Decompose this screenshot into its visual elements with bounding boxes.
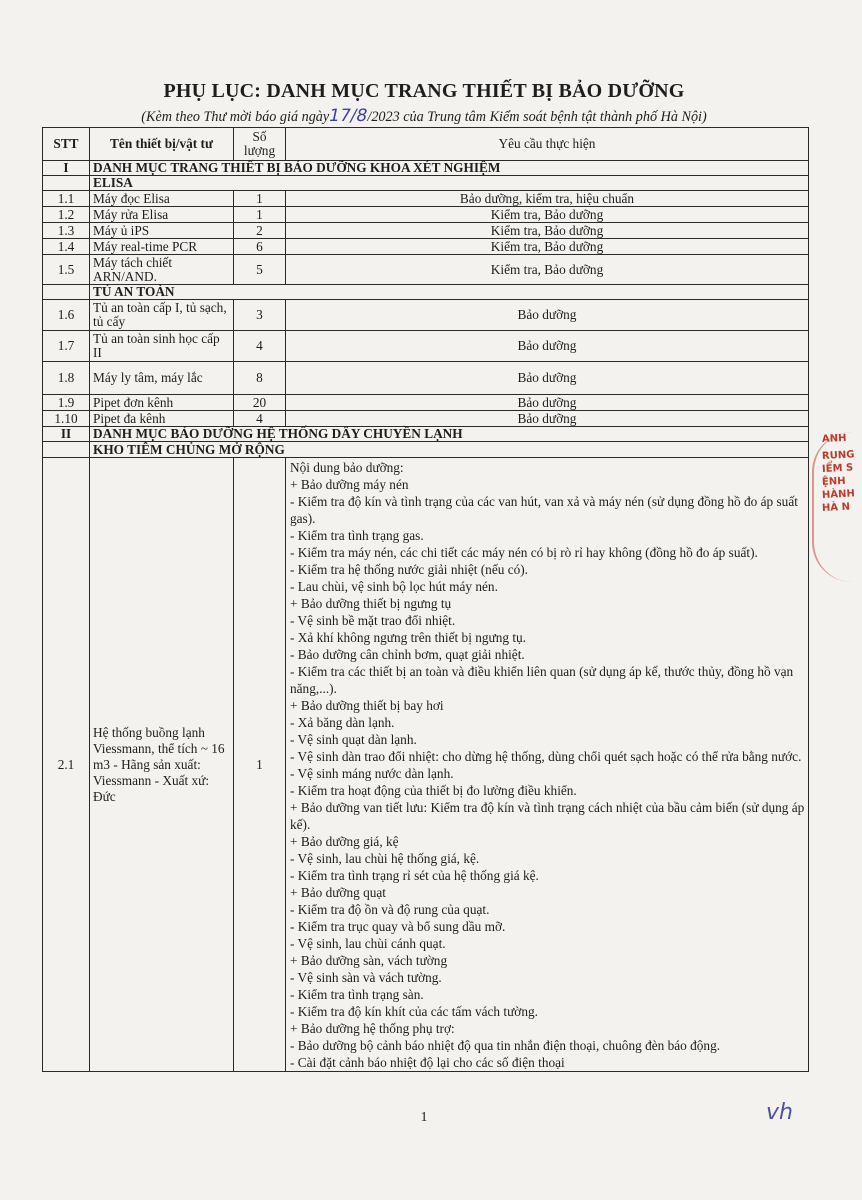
maintenance-line: - Vệ sinh quạt dàn lạnh.	[290, 732, 417, 747]
empty-cell	[43, 442, 90, 458]
stamp-line: RUNG	[821, 449, 855, 463]
row-req: Kiểm tra, Bảo dưỡng	[286, 239, 809, 255]
row-qty: 1	[234, 207, 286, 223]
section-title: DANH MỤC TRANG THIẾT BỊ BẢO DƯỠNG KHOA XÉT NGHIỆM	[90, 161, 809, 176]
maintenance-line: - Kiểm tra tình trạng gas.	[290, 528, 424, 543]
maintenance-line: + Bảo dưỡng máy nén	[290, 477, 409, 492]
table-row	[43, 362, 809, 395]
row-req: Bảo dưỡng	[286, 300, 809, 331]
maintenance-line: + Bảo dưỡng thiết bị ngưng tụ	[290, 596, 452, 611]
row-name: Máy ủ iPS	[90, 223, 234, 239]
maintenance-line: - Kiểm tra máy nén, các chi tiết các máy nén có bị rò rỉ hay không (đồng hồ đo áp suất).	[290, 545, 758, 560]
red-stamp	[812, 432, 862, 582]
row-req: Bảo dưỡng	[286, 331, 809, 362]
maintenance-line: - Vệ sinh dàn trao đổi nhiệt: cho dừng hệ thống, dùng chổi quét sạch hoặc có thể rửa bằng nước.	[290, 749, 802, 764]
maintenance-line: - Kiểm tra hệ thống nước giải nhiệt (nếu có).	[290, 562, 528, 577]
maintenance-line: - Kiểm tra trục quay và bổ sung dầu mỡ.	[290, 919, 506, 934]
maintenance-line: - Bảo dưỡng cân chỉnh bơm, quạt giải nhiệt.	[290, 647, 525, 662]
table-row	[43, 223, 809, 239]
table-row	[43, 331, 809, 362]
page-number: 1	[420, 1110, 428, 1125]
maintenance-line: - Cài đặt cảnh báo nhiệt độ lại cho các số điện thoại	[290, 1055, 565, 1070]
row-stt: 1.10	[43, 411, 90, 427]
table-header-row	[43, 128, 809, 161]
row-stt: 2.1	[43, 458, 90, 1072]
maintenance-line: - Vệ sinh sàn và vách tường.	[290, 970, 442, 985]
table-row	[43, 239, 809, 255]
subtitle-after: /2023 của Trung tâm Kiểm soát bệnh tật thành phố Hà Nội)	[367, 109, 707, 125]
maintenance-line: - Kiểm tra tình trạng rỉ sét của hệ thống giá kệ.	[290, 868, 539, 883]
stamp-line: ANH	[821, 432, 847, 446]
maintenance-line: - Kiểm tra độ kín và tình trạng của các van hút, van xả và máy nén (sử dụng đồng hồ đo áp suất gas).	[290, 494, 798, 526]
row-qty: 8	[234, 362, 286, 395]
table-row	[43, 191, 809, 207]
maintenance-line: - Kiểm tra hoạt động của thiết bị đo lường điều khiển.	[290, 783, 577, 798]
header-name: Tên thiết bị/vật tư	[90, 128, 234, 161]
maintenance-line: - Vệ sinh máng nước dàn lạnh.	[290, 766, 454, 781]
stamp-line: HÀNH	[821, 488, 856, 502]
row-qty: 4	[234, 411, 286, 427]
row-name: Tủ an toàn cấp I, tủ sạch, tủ cấy	[90, 300, 234, 331]
equipment-table	[42, 127, 809, 1072]
row-qty: 4	[234, 331, 286, 362]
group-row	[43, 442, 809, 458]
row-req: Bảo dưỡng	[286, 362, 809, 395]
row-stt: 1.1	[43, 191, 90, 207]
row-stt: 1.7	[43, 331, 90, 362]
section-stt: II	[43, 427, 90, 442]
stamp-line: IỂM S	[821, 462, 854, 476]
maintenance-line: Nội dung bảo dưỡng:	[290, 460, 404, 475]
empty-cell	[43, 285, 90, 300]
row-stt: 1.4	[43, 239, 90, 255]
row-qty: 2	[234, 223, 286, 239]
row-qty: 5	[234, 255, 286, 285]
table-row	[43, 255, 809, 285]
maintenance-line: - Lau chùi, vệ sinh bộ lọc hút máy nén.	[290, 579, 498, 594]
group-row	[43, 176, 809, 191]
row-req: Kiểm tra, Bảo dưỡng	[286, 223, 809, 239]
stamp-line: HÀ N	[821, 501, 851, 515]
stamp-line: ỆNH	[821, 475, 846, 489]
section-title: DANH MỤC BẢO DƯỠNG HỆ THỐNG DÂY CHUYỀN LẠNH	[90, 427, 809, 442]
header-stt: STT	[43, 128, 90, 161]
row-name: Máy ly tâm, máy lắc	[90, 362, 234, 395]
maintenance-line: + Bảo dưỡng thiết bị bay hơi	[290, 698, 444, 713]
subtitle-before: (Kèm theo Thư mời báo giá ngày	[141, 109, 330, 125]
maintenance-line: + Bảo dưỡng sàn, vách tường	[290, 953, 448, 968]
table-row	[43, 458, 809, 1072]
row-name: Máy rửa Elisa	[90, 207, 234, 223]
maintenance-line: + Bảo dưỡng quạt	[290, 885, 386, 900]
row-name: Pipet đơn kênh	[90, 395, 234, 411]
row-req: Bảo dưỡng	[286, 411, 809, 427]
row-req: Bảo dưỡng, kiểm tra, hiệu chuẩn	[286, 191, 809, 207]
row-name: Máy real-time PCR	[90, 239, 234, 255]
row-stt: 1.6	[43, 300, 90, 331]
handwritten-date: 17/8	[327, 106, 370, 126]
row-stt: 1.3	[43, 223, 90, 239]
maintenance-line: - Xả khí không ngưng trên thiết bị ngưng tụ.	[290, 630, 527, 645]
row-req: Kiểm tra, Bảo dưỡng	[286, 255, 809, 285]
row-name: Pipet đa kênh	[90, 411, 234, 427]
maintenance-line: - Vệ sinh bề mặt trao đổi nhiệt.	[290, 613, 456, 628]
row-stt: 1.2	[43, 207, 90, 223]
row-name: Tủ an toàn sinh học cấp II	[90, 331, 234, 362]
maintenance-line: - Bảo dưỡng bộ cảnh báo nhiệt độ qua tin nhắn điện thoại, chuông đèn báo động.	[290, 1038, 721, 1053]
row-req: Bảo dưỡng	[286, 395, 809, 411]
row-qty: 6	[234, 239, 286, 255]
maintenance-line: - Vệ sinh, lau chùi cánh quạt.	[290, 936, 446, 951]
row-stt: 1.5	[43, 255, 90, 285]
maintenance-line: - Vệ sinh, lau chùi hệ thống giá, kệ.	[290, 851, 480, 866]
row-qty: 20	[234, 395, 286, 411]
group-title: KHO TIÊM CHỦNG MỞ RỘNG	[90, 442, 809, 458]
document-title: PHỤ LỤC: DANH MỤC TRANG THIẾT BỊ BẢO DƯỠNG	[163, 80, 685, 102]
section-row	[43, 427, 809, 442]
group-row	[43, 285, 809, 300]
table-row	[43, 395, 809, 411]
table-row	[43, 411, 809, 427]
section-row	[43, 161, 809, 176]
maintenance-line: - Xả băng dàn lạnh.	[290, 715, 395, 730]
handwritten-initials: vh	[766, 1100, 793, 1125]
section-stt: I	[43, 161, 90, 176]
row-qty: 3	[234, 300, 286, 331]
header-req: Yêu cầu thực hiện	[286, 128, 809, 161]
maintenance-line: - Kiểm tra các thiết bị an toàn và điều khiển liên quan (sử dụng áp kế, thước thủy, đồng hồ vạn năng,...).	[290, 664, 794, 696]
empty-cell	[43, 176, 90, 191]
table-row	[43, 207, 809, 223]
header-qty: Số lượng	[234, 128, 286, 161]
row-name: Máy tách chiết ARN/AND.	[90, 255, 234, 285]
row-stt: 1.8	[43, 362, 90, 395]
maintenance-line: + Bảo dưỡng hệ thống phụ trợ:	[290, 1021, 455, 1036]
row-qty: 1	[234, 191, 286, 207]
document-subtitle	[0, 106, 848, 126]
maintenance-content	[286, 458, 809, 1072]
row-name: Hệ thống buồng lạnh Viessmann, thể tích ~ 16 m3 - Hãng sản xuất: Viessmann - Xuất xứ: Đức	[90, 458, 234, 1072]
row-stt: 1.9	[43, 395, 90, 411]
maintenance-line: - Kiểm tra tình trạng sàn.	[290, 987, 424, 1002]
maintenance-line: + Bảo dưỡng van tiết lưu: Kiểm tra độ kín và tình trạng cách nhiệt của bầu cảm biến (sử dụng áp kế).	[290, 800, 805, 832]
row-qty: 1	[234, 458, 286, 1072]
maintenance-line: + Bảo dưỡng giá, kệ	[290, 834, 399, 849]
row-name: Máy đọc Elisa	[90, 191, 234, 207]
table-row	[43, 300, 809, 331]
maintenance-line: - Kiểm tra độ ồn và độ rung của quạt.	[290, 902, 490, 917]
maintenance-line: - Kiểm tra độ kín khít của các tấm vách tường.	[290, 1004, 538, 1019]
row-req: Kiểm tra, Bảo dưỡng	[286, 207, 809, 223]
group-title: ELISA	[90, 176, 809, 191]
group-title: TỦ AN TOÀN	[90, 285, 809, 300]
